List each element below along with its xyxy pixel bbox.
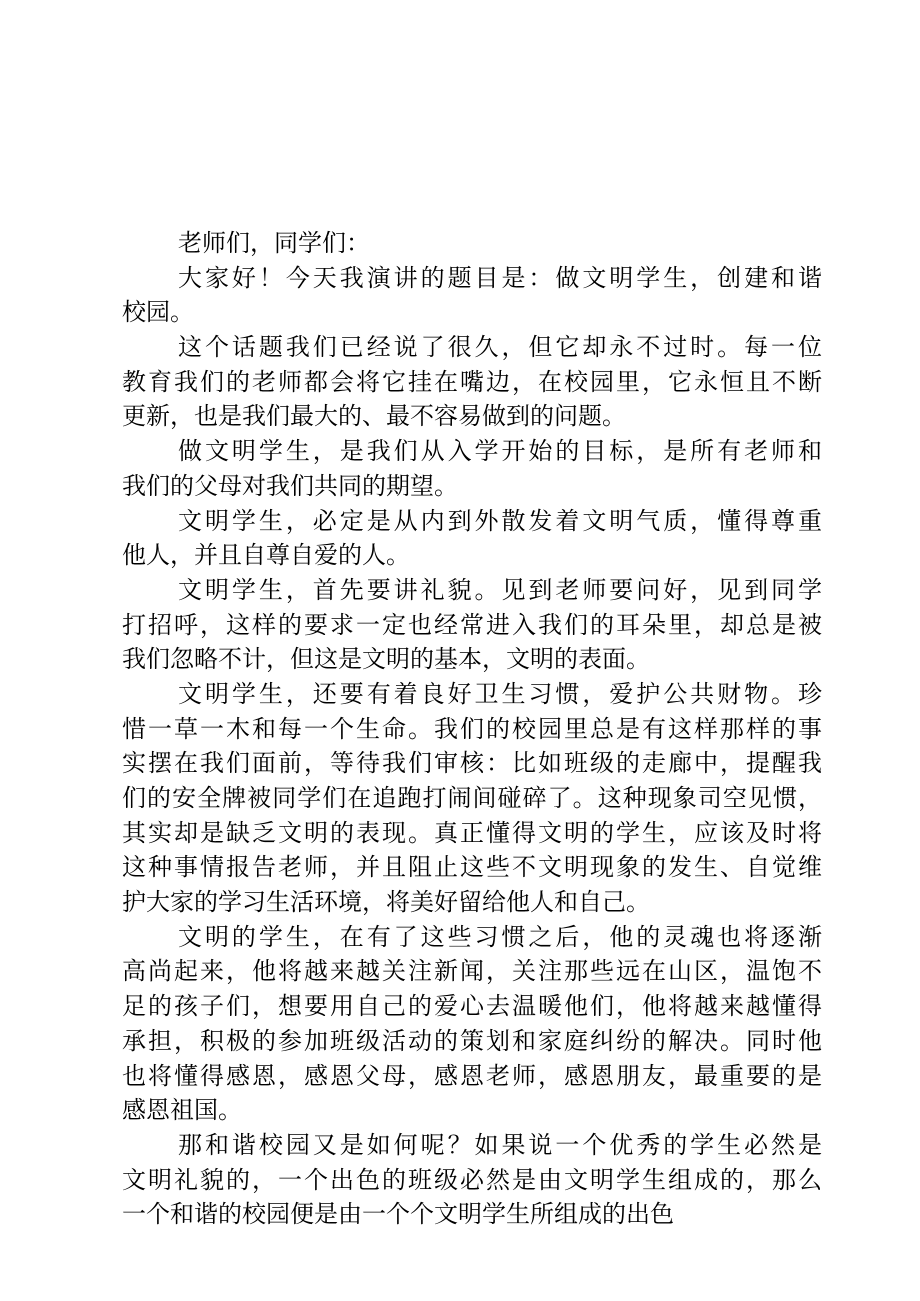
text-line: 也将懂得感恩，感恩父母，感恩老师，感恩朋友，最重要的是 (122, 1061, 822, 1090)
text-line: 做文明学生，是我们从入学开始的目标，是所有老师和 (178, 437, 822, 466)
text-line: 文明礼貌的，一个出色的班级必然是由文明学生组成的，那么 (122, 1165, 822, 1194)
text-line: 承担，积极的参加班级活动的策划和家庭纠纷的解决。同时他 (122, 1026, 822, 1055)
text-line: 教育我们的老师都会将它挂在嘴边，在校园里，它永恒且不断 (122, 367, 822, 396)
text-line: 打招呼，这样的要求一定也经常进入我们的耳朵里，却总是被 (122, 610, 822, 639)
text-line: 其实却是缺乏文明的表现。真正懂得文明的学生，应该及时将 (122, 818, 822, 847)
text-line: 文明的学生，在有了这些习惯之后，他的灵魂也将逐渐 (178, 922, 822, 951)
text-line: 惜一草一木和每一个生命。我们的校园里总是有这样那样的事 (122, 714, 822, 743)
text-line: 这个话题我们已经说了很久，但它却永不过时。每一位 (178, 333, 822, 362)
text-line: 校园。 (122, 298, 194, 327)
text-line: 们的安全牌被同学们在追跑打闹间碰碎了。这种现象司空见惯， (122, 784, 822, 812)
text-line: 他人，并且自尊自爱的人。 (122, 541, 410, 570)
speech-text (122, 226, 822, 1232)
text-line: 文明学生，首先要讲礼貌。见到老师要问好，见到同学 (178, 575, 822, 604)
text-line: 我们的父母对我们共同的期望。 (122, 471, 458, 500)
text-line: 足的孩子们，想要用自己的爱心去温暖他们，他将越来越懂得 (122, 992, 822, 1021)
text-line: 大家好！今天我演讲的题目是：做文明学生，创建和谐 (178, 263, 822, 292)
text-line: 更新，也是我们最大的、最不容易做到的问题。 (122, 402, 626, 431)
text-line: 感恩祖国。 (122, 1096, 242, 1125)
text-line: 文明学生，还要有着良好卫生习惯，爱护公共财物。珍 (178, 679, 822, 708)
text-line: 实摆在我们面前，等待我们审核：比如班级的走廊中，提醒我 (122, 749, 822, 778)
text-line: 一个和谐的校园便是由一个个文明学生所组成的出色 (122, 1200, 674, 1229)
text-line: 文明学生，必定是从内到外散发着文明气质，懂得尊重 (178, 506, 822, 535)
text-line: 护大家的学习生活环境，将美好留给他人和自己。 (122, 888, 650, 917)
text-line: 这种事情报告老师，并且阻止这些不文明现象的发生、自觉维 (122, 853, 822, 882)
text-line: 老师们，同学们： (178, 229, 370, 257)
text-line: 高尚起来，他将越来越关注新闻，关注那些远在山区，温饱不 (122, 957, 822, 986)
text-line: 那和谐校园又是如何呢？如果说一个优秀的学生必然是 (178, 1130, 822, 1159)
text-line: 我们忽略不计，但这是文明的基本，文明的表面。 (122, 645, 650, 674)
